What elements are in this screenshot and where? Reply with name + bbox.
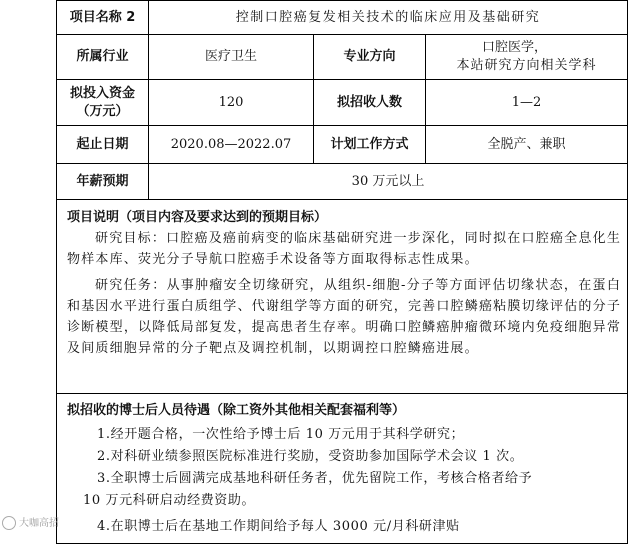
dates-label: 起止日期 bbox=[57, 126, 149, 164]
work-mode-label: 计划工作方式 bbox=[314, 126, 426, 164]
row-description bbox=[57, 200, 628, 394]
benefit-item-3-line1: 3.全职博士后圆满完成基地科研任务者，优先留院工作，考核合格者给予 bbox=[97, 471, 533, 486]
salary-label: 年薪预期 bbox=[57, 164, 149, 200]
project-name-value: 控制口腔癌复发相关技术的临床应用及基础研究 bbox=[149, 1, 628, 35]
work-mode-value: 全脱产、兼职 bbox=[426, 126, 628, 164]
benefit-item-1: 1.经开题合格，一次性给予博士后 10 万元用于其科学研究； bbox=[97, 427, 465, 442]
description-header: 项目说明（项目内容及要求达到的预期目标） bbox=[67, 210, 328, 225]
row-salary bbox=[57, 164, 628, 200]
description-cell bbox=[57, 200, 628, 394]
industry-label: 所属行业 bbox=[57, 35, 149, 80]
industry-value: 医疗卫生 bbox=[149, 35, 314, 80]
row-funding bbox=[57, 80, 628, 126]
dates-value: 2020.08—2022.07 bbox=[149, 126, 314, 164]
watermark-text: 大咖高招 bbox=[19, 518, 59, 529]
funding-value: 120 bbox=[149, 80, 314, 126]
benefits-header: 拟招收的博士后人员待遇（除工资外其他相关配套福利等） bbox=[67, 403, 406, 418]
row-dates bbox=[57, 126, 628, 164]
benefits-cell bbox=[57, 394, 628, 544]
recruits-value: 1—2 bbox=[426, 80, 628, 126]
major-value-line1: 口腔医学， bbox=[482, 40, 548, 55]
research-goal-text: 研究目标：口腔癌及癌前病变的临床基础研究进一步深化，同时拟在口腔癌全息化生物样本库、荧光分子导航口腔癌手术设备等方面取得标志性成果。 bbox=[67, 231, 622, 267]
benefit-item-2: 2.对科研业绩参照医院标准进行奖励，受资助参加国际学术会议 1 次。 bbox=[97, 449, 524, 464]
major-label: 专业方向 bbox=[314, 35, 426, 80]
watermark bbox=[2, 514, 59, 530]
recruits-label: 拟招收人数 bbox=[314, 80, 426, 126]
project-name-label: 项目名称 2 bbox=[57, 1, 149, 35]
salary-value: 30 万元以上 bbox=[149, 164, 628, 200]
benefit-item-4: 4.在职博士后在基地工作期间给予每人 3000 元/月科研津贴 bbox=[97, 519, 460, 534]
row-industry bbox=[57, 35, 628, 80]
major-value-line2: 本站研究方向相关学科 bbox=[456, 58, 597, 73]
funding-label bbox=[57, 80, 149, 126]
project-form-table bbox=[56, 0, 628, 544]
benefit-item-3-line2: 10 万元科研启动经费资助。 bbox=[83, 493, 256, 508]
funding-label-line2: （万元） bbox=[76, 103, 129, 119]
funding-label-line1: 拟投入资金 bbox=[69, 85, 135, 101]
row-project-name bbox=[57, 1, 628, 35]
watermark-logo-icon bbox=[2, 516, 16, 530]
major-value bbox=[426, 35, 628, 80]
research-task-text: 研究任务：从事肿瘤安全切缘研究，从组织-细胞-分子等方面评估切缘状态，在蛋白和基因水平进行蛋白质组学、代谢组学等方面的研究，完善口腔鳞癌粘膜切缘评估的分子诊断模型，以降低局部复发，提高患者生存率。明确口腔鳞癌肿瘤微环境内免疫细胞异常及间质细胞异常的分子靶点及调控机制，以期调控口腔鳞癌进展。 bbox=[67, 278, 622, 356]
row-benefits bbox=[57, 394, 628, 544]
